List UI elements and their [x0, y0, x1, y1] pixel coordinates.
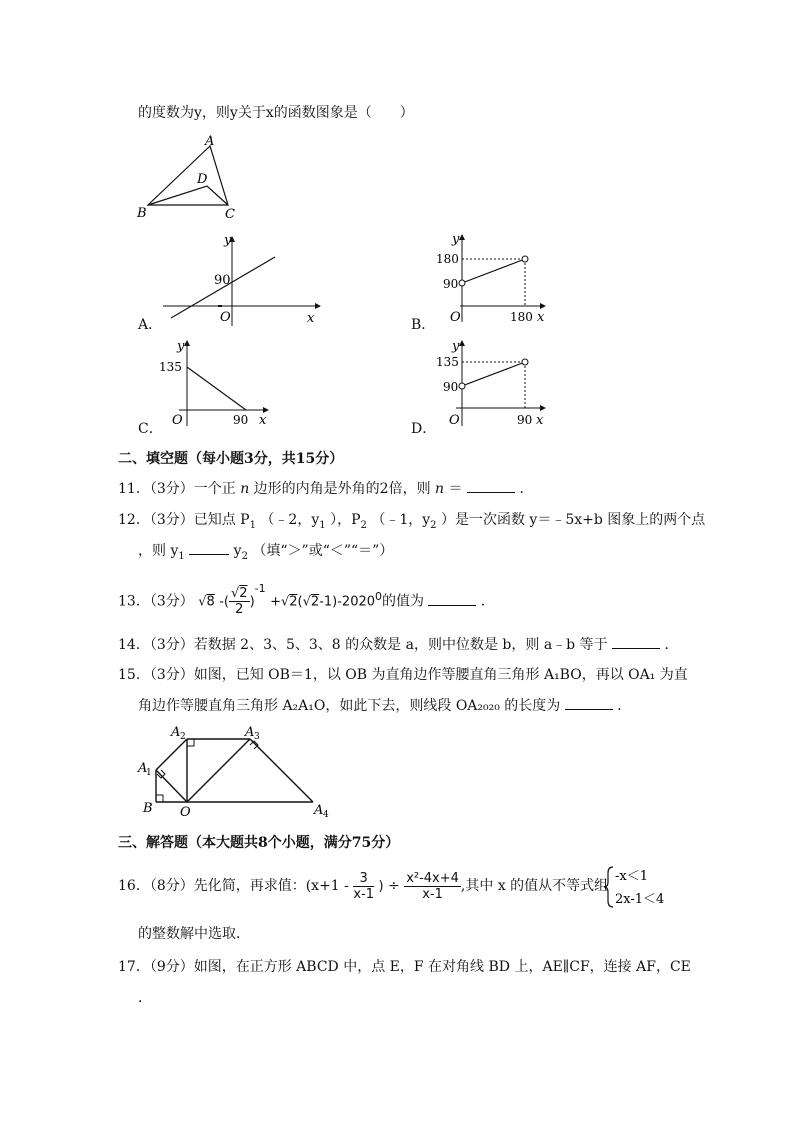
svg-text:90: 90 — [443, 277, 459, 291]
svg-text:90: 90 — [233, 413, 249, 427]
svg-text:x: x — [259, 413, 267, 428]
svg-text:A: A — [171, 725, 181, 740]
isosceles-triangle-chain-figure — [132, 722, 342, 820]
question-11: 11．（3分）一个正 n 边形的内角是外角的2倍，则 n ＝ ． — [118, 478, 533, 499]
inequality-system — [604, 864, 684, 910]
svg-text:x: x — [307, 311, 315, 326]
question-14: 14．（3分）若数据 2、3、5、3、8 的众数是 a，则中位数是 b，则 a﹣b 等于 ． — [118, 634, 678, 655]
svg-text:A: A — [314, 803, 324, 818]
question-15-line1: 15．（3分）如图，已知 OB＝1，以 OB 为直角边作等腰直角三角形 A₁BO，再以 OA₁ 为直 — [118, 667, 688, 683]
label-d: D — [197, 172, 208, 187]
svg-text:180: 180 — [510, 310, 533, 324]
svg-text:90: 90 — [443, 380, 459, 394]
question-15-line2: 角边作等腰直角三角形 A₂A₁O，如此下去，则线段 OA₂₀₂₀ 的长度为 ． — [138, 695, 631, 716]
svg-text:y: y — [452, 340, 460, 354]
answer-blank-13[interactable] — [428, 591, 476, 606]
section-3-title: 三、解答题（本大题共8个小题，满分75分） — [118, 835, 400, 851]
question-12-line1: 12．（3分）已知点 $P_1$ （﹣2，$y_1$ ），$P_2$ （﹣1，$y_2$ ）是一次函数 y＝﹣5x+b 图象上的两个点 — [118, 512, 706, 531]
graph-b — [432, 230, 552, 330]
svg-text:90: 90 — [214, 273, 231, 288]
svg-text:A: A — [138, 761, 148, 776]
triangle-abc — [148, 146, 228, 205]
triangle-bdc — [148, 186, 228, 205]
svg-text:y: y — [177, 340, 185, 354]
svg-text:x: x — [536, 413, 544, 428]
option-a-label[interactable]: A． — [138, 317, 163, 333]
question-16-line2: 的整数解中选取． — [138, 926, 250, 942]
question-16-line1: 16．（8分）先化简，再求值：(x+1 - $\frac{3}{x-1}$ ) ÷ $\frac{\text{x²-4x+4}}{x-1}$ ,其中 x 的值从不等式组 — [118, 870, 609, 902]
svg-text:3: 3 — [254, 732, 260, 742]
svg-text:2x-1＜4: 2x-1＜4 — [615, 892, 665, 907]
svg-text:x: x — [537, 310, 545, 325]
answer-blank-11[interactable] — [467, 478, 515, 493]
label-b: B — [137, 206, 147, 221]
graph-c — [155, 340, 275, 432]
label-c: C — [225, 207, 235, 222]
section-2-title: 二、填空题（每小题3分，共15分） — [118, 451, 344, 467]
svg-text:O: O — [180, 805, 191, 820]
svg-text:A: A — [245, 725, 255, 740]
svg-text:1: 1 — [146, 768, 152, 778]
triangle-figure — [135, 133, 245, 223]
answer-blank-14[interactable] — [612, 634, 660, 649]
svg-text:O: O — [172, 413, 183, 428]
svg-text:135: 135 — [436, 355, 459, 369]
svg-text:90: 90 — [517, 413, 533, 427]
option-d-label[interactable]: D． — [411, 421, 437, 437]
label-a: A — [205, 134, 215, 149]
graph-d — [432, 340, 552, 432]
option-b-label[interactable]: B． — [411, 317, 436, 333]
svg-text:O: O — [449, 413, 460, 428]
svg-text:135: 135 — [159, 360, 182, 374]
svg-text:O: O — [220, 310, 231, 325]
question-17-line2: ． — [138, 990, 152, 1006]
question-13: 13．（3分） √8 -( $\frac{√2}{2}$ )$^{-1} +√2(√2-1)-2020^0$的值为 ． — [118, 582, 495, 618]
svg-text:4: 4 — [323, 810, 329, 820]
svg-text:-x＜1: -x＜1 — [615, 869, 648, 884]
svg-text:O: O — [450, 310, 461, 325]
question-17-line1: 17．（9分）如图，在正方形 ABCD 中，点 E，F 在对角线 BD 上，AE∥CF，连接 AF，CE — [118, 959, 691, 975]
answer-blank-12[interactable] — [189, 540, 229, 555]
question-12-line2: ，则 $y_1$ $y_2$ （填“＞”或“＜”“＝”） — [138, 540, 393, 567]
option-c-label[interactable]: C． — [138, 421, 163, 437]
svg-text:y: y — [452, 232, 460, 247]
graph-a — [155, 230, 330, 330]
question-intro: 的度数为y，则y关于x的函数图象是（ ） — [138, 105, 414, 121]
svg-text:B: B — [143, 801, 153, 816]
svg-text:y: y — [224, 233, 232, 248]
answer-blank-15[interactable] — [565, 695, 613, 710]
svg-text:180: 180 — [436, 252, 459, 266]
svg-text:2: 2 — [180, 732, 186, 742]
